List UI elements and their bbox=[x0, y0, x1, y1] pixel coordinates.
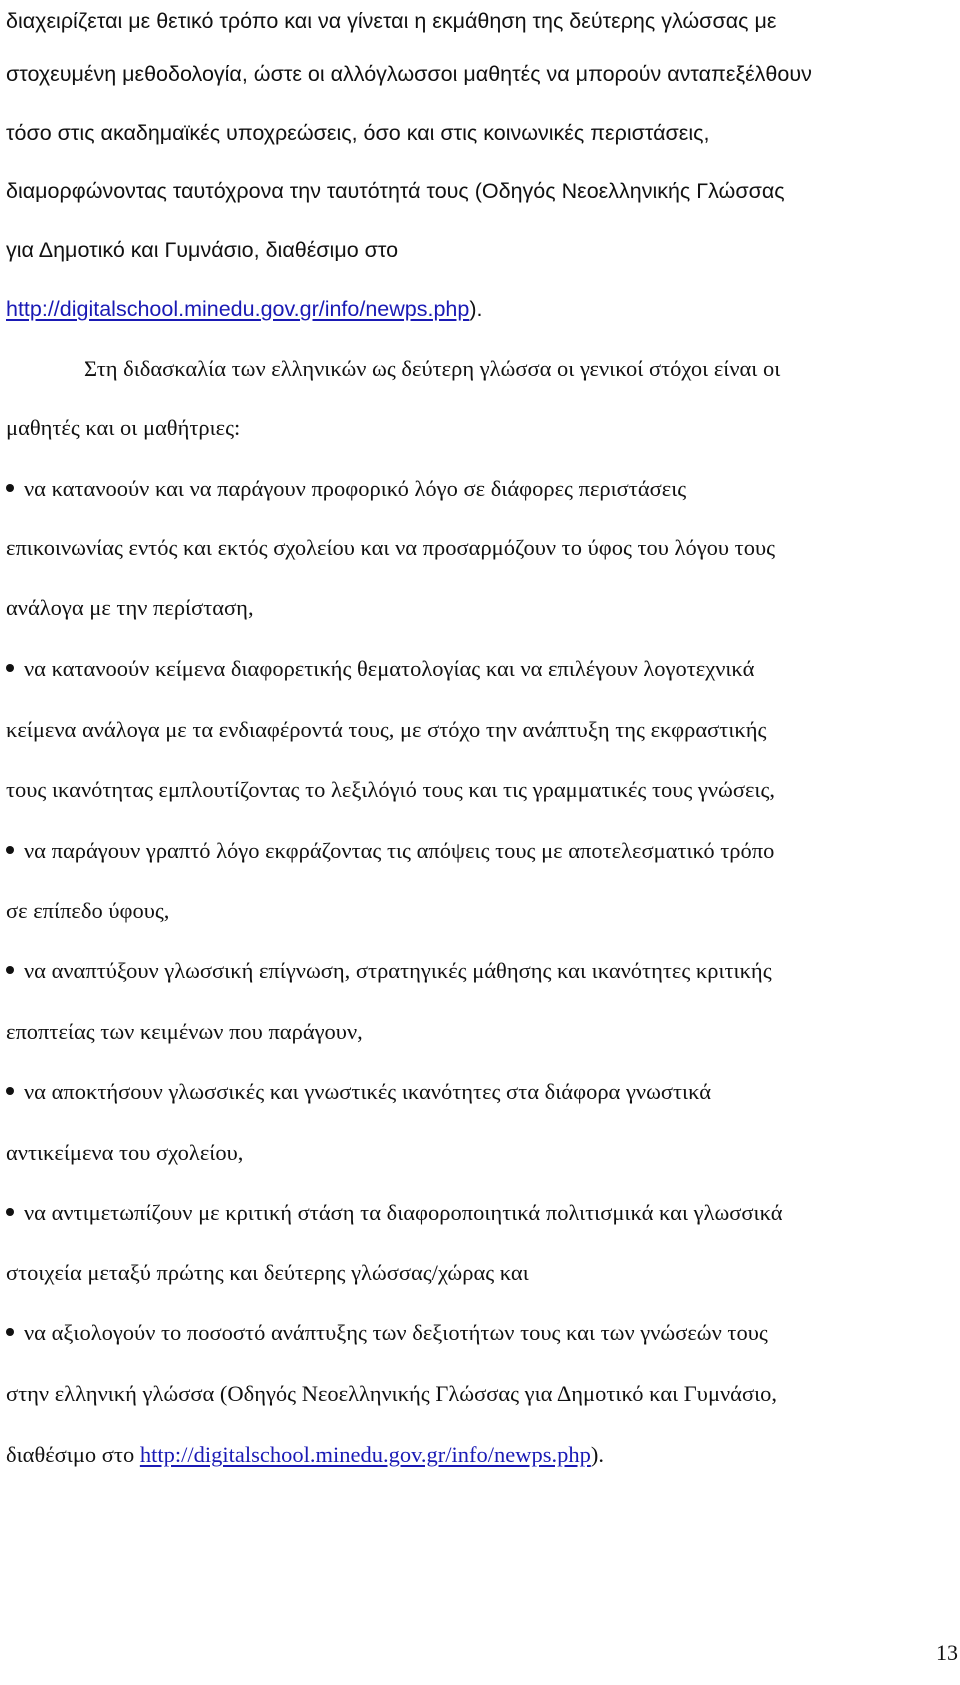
page-number: 13 bbox=[936, 1640, 958, 1665]
list-item-continuation: κείμενα ανάλογα με τα ενδιαφέροντά τους, με στόχο την ανάπτυξη της εκφραστικής bbox=[6, 717, 767, 742]
list-item-continuation: εποπτείας των κειμένων που παράγουν, bbox=[6, 1019, 363, 1044]
list-item bbox=[6, 474, 686, 504]
paragraph-line-1: Στη διδασκαλία των ελληνικών ως δεύτερη γλώσσα οι γενικοί στόχοι είναι οι bbox=[84, 356, 781, 381]
bullet-icon bbox=[6, 1208, 14, 1216]
list-item bbox=[6, 654, 754, 684]
list-item-continuation: στην ελληνική γλώσσα (Οδηγός Νεοελληνικής Γλώσσας για Δημοτικό και Γυμνάσιο, bbox=[6, 1381, 778, 1406]
list-item bbox=[6, 1077, 711, 1107]
list-item-continuation: τους ικανότητας εμπλουτίζοντας το λεξιλόγιό τους και τις γραμματικές τους γνώσεις, bbox=[6, 777, 776, 802]
list-item-continuation: επικοινωνίας εντός και εκτός σχολείου και να προσαρμόζουν το ύφος του λόγου τους bbox=[6, 535, 776, 560]
list-item-text: να κατανοούν κείμενα διαφορετικής θεματολογίας και να επιλέγουν λογοτεχνικά bbox=[24, 656, 755, 681]
list-item-continuation: σε επίπεδο ύφους, bbox=[6, 898, 170, 923]
intro-citation-line bbox=[6, 294, 482, 324]
list-item-continuation: ανάλογα με την περίσταση, bbox=[6, 595, 254, 620]
citation-link[interactable]: http://digitalschool.minedu.gov.gr/info/newps.php bbox=[139, 1442, 591, 1467]
bullet-icon bbox=[6, 966, 14, 974]
list-item bbox=[6, 956, 772, 986]
intro-line-1: διαχειρίζεται με θετικό τρόπο και να γίνεται η εκμάθηση της δεύτερης γλώσσας με bbox=[6, 9, 777, 33]
bullet-icon bbox=[6, 846, 14, 854]
list-item-text: να παράγουν γραπτό λόγο εκφράζοντας τις απόψεις τους με αποτελεσματικό τρόπο bbox=[24, 838, 775, 863]
list-item bbox=[6, 1198, 783, 1228]
list-item-text: να αντιμετωπίζουν με κριτική στάση τα διαφοροποιητικά πολιτισμικά και γλωσσικά bbox=[24, 1200, 783, 1225]
bullet-icon bbox=[6, 1087, 14, 1095]
list-item-text: να κατανοούν και να παράγουν προφορικό λόγο σε διάφορες περιστάσεις bbox=[24, 476, 687, 501]
list-item-citation-line bbox=[6, 1440, 604, 1470]
citation-prefix: διαθέσιμο στο bbox=[6, 1442, 140, 1467]
intro-line-2: στοχευμένη μεθοδολογία, ώστε οι αλλόγλωσσοι μαθητές να μπορούν ανταπεξέλθουν bbox=[6, 62, 812, 86]
list-item bbox=[6, 836, 774, 866]
list-item-continuation: στοιχεία μεταξύ πρώτης και δεύτερης γλώσσας/χώρας και bbox=[6, 1260, 529, 1285]
list-item bbox=[6, 1318, 768, 1348]
list-item-text: να αξιολογούν το ποσοστό ανάπτυξης των δεξιοτήτων τους και των γνώσεών τους bbox=[24, 1320, 768, 1345]
intro-citation-link[interactable]: http://digitalschool.minedu.gov.gr/info/newps.php bbox=[6, 297, 470, 321]
list-item-continuation: αντικείμενα του σχολείου, bbox=[6, 1140, 244, 1165]
bullet-icon bbox=[6, 484, 14, 492]
intro-line-3: τόσο στις ακαδημαϊκές υποχρεώσεις, όσο και στις κοινωνικές περιστάσεις, bbox=[6, 121, 710, 145]
list-item-text: να αναπτύξουν γλωσσική επίγνωση, στρατηγικές μάθησης και ικανότητες κριτικής bbox=[24, 958, 772, 983]
list-item-text: να αποκτήσουν γλωσσικές και γνωστικές ικανότητες στα διάφορα γνωστικά bbox=[24, 1079, 712, 1104]
intro-line-4: διαμορφώνοντας ταυτόχρονα την ταυτότητά τους (Οδηγός Νεοελληνικής Γλώσσας bbox=[6, 179, 785, 203]
intro-citation-suffix: ). bbox=[469, 297, 483, 321]
intro-line-5: για Δημοτικό και Γυμνάσιο, διαθέσιμο στο bbox=[6, 238, 399, 262]
bullet-icon bbox=[6, 664, 14, 672]
bullet-icon bbox=[6, 1328, 14, 1336]
citation-suffix: ). bbox=[590, 1442, 604, 1467]
paragraph-line-2: μαθητές και οι μαθήτριες: bbox=[6, 415, 241, 440]
